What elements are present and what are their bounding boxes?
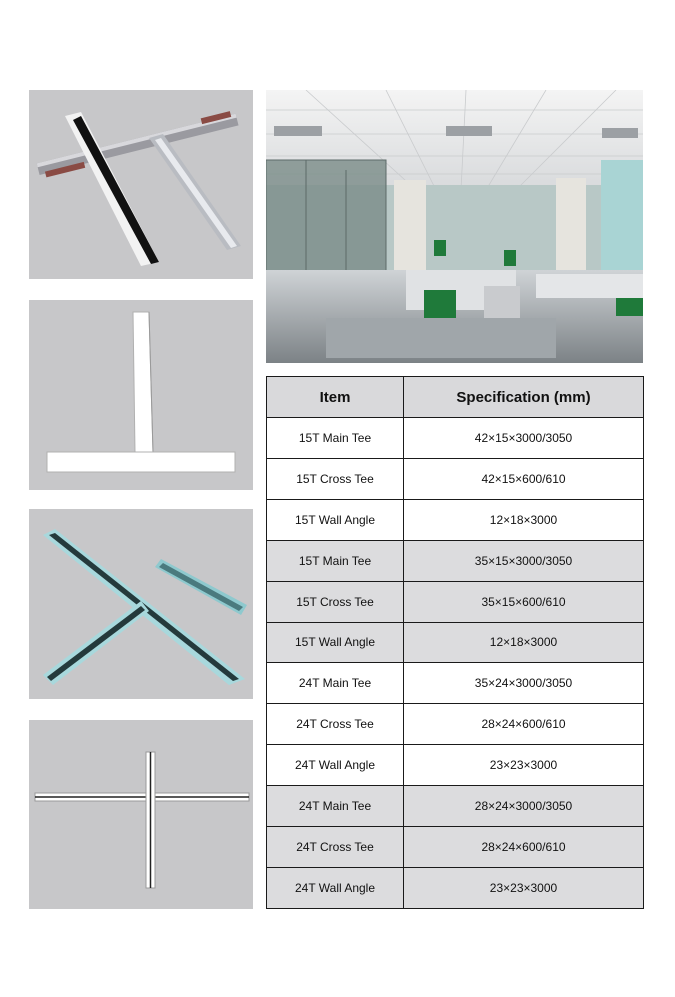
table-row xyxy=(267,704,644,745)
table-row xyxy=(267,540,644,581)
specification-cell: 35×15×3000/3050 xyxy=(404,540,644,581)
item-cell: 15T Wall Angle xyxy=(267,622,404,663)
specification-cell: 35×15×600/610 xyxy=(404,581,644,622)
table-row xyxy=(267,622,644,663)
specification-cell: 42×15×600/610 xyxy=(404,458,644,499)
item-cell: 24T Main Tee xyxy=(267,663,404,704)
table-row xyxy=(267,827,644,868)
specification-cell: 28×24×3000/3050 xyxy=(404,786,644,827)
product-photo-black-tee xyxy=(29,90,253,279)
item-cell: 15T Wall Angle xyxy=(267,499,404,540)
specification-cell: 23×23×3000 xyxy=(404,745,644,786)
item-cell: 24T Wall Angle xyxy=(267,867,404,908)
specification-cell: 28×24×600/610 xyxy=(404,704,644,745)
table-row xyxy=(267,499,644,540)
column-header-specification: Specification (mm) xyxy=(404,377,644,418)
table-header-row xyxy=(267,377,644,418)
item-cell: 24T Main Tee xyxy=(267,786,404,827)
product-photo-white-tee xyxy=(29,300,253,490)
table-row xyxy=(267,458,644,499)
item-cell: 15T Main Tee xyxy=(267,418,404,459)
specification-cell: 35×24×3000/3050 xyxy=(404,663,644,704)
table-row xyxy=(267,786,644,827)
item-cell: 15T Cross Tee xyxy=(267,458,404,499)
column-header-item: Item xyxy=(267,377,404,418)
office-interior-photo xyxy=(266,90,643,363)
specification-cell: 12×18×3000 xyxy=(404,499,644,540)
item-cell: 24T Cross Tee xyxy=(267,827,404,868)
product-photo-green-tees xyxy=(29,509,253,699)
item-cell: 15T Cross Tee xyxy=(267,581,404,622)
table-row xyxy=(267,418,644,459)
specification-cell: 23×23×3000 xyxy=(404,867,644,908)
table-row xyxy=(267,581,644,622)
specification-cell: 42×15×3000/3050 xyxy=(404,418,644,459)
table-row xyxy=(267,663,644,704)
item-cell: 15T Main Tee xyxy=(267,540,404,581)
product-photo-white-cross xyxy=(29,720,253,909)
item-cell: 24T Cross Tee xyxy=(267,704,404,745)
specification-cell: 28×24×600/610 xyxy=(404,827,644,868)
specification-table xyxy=(266,376,644,909)
specification-cell: 12×18×3000 xyxy=(404,622,644,663)
table-row xyxy=(267,867,644,908)
item-cell: 24T Wall Angle xyxy=(267,745,404,786)
table-row xyxy=(267,745,644,786)
